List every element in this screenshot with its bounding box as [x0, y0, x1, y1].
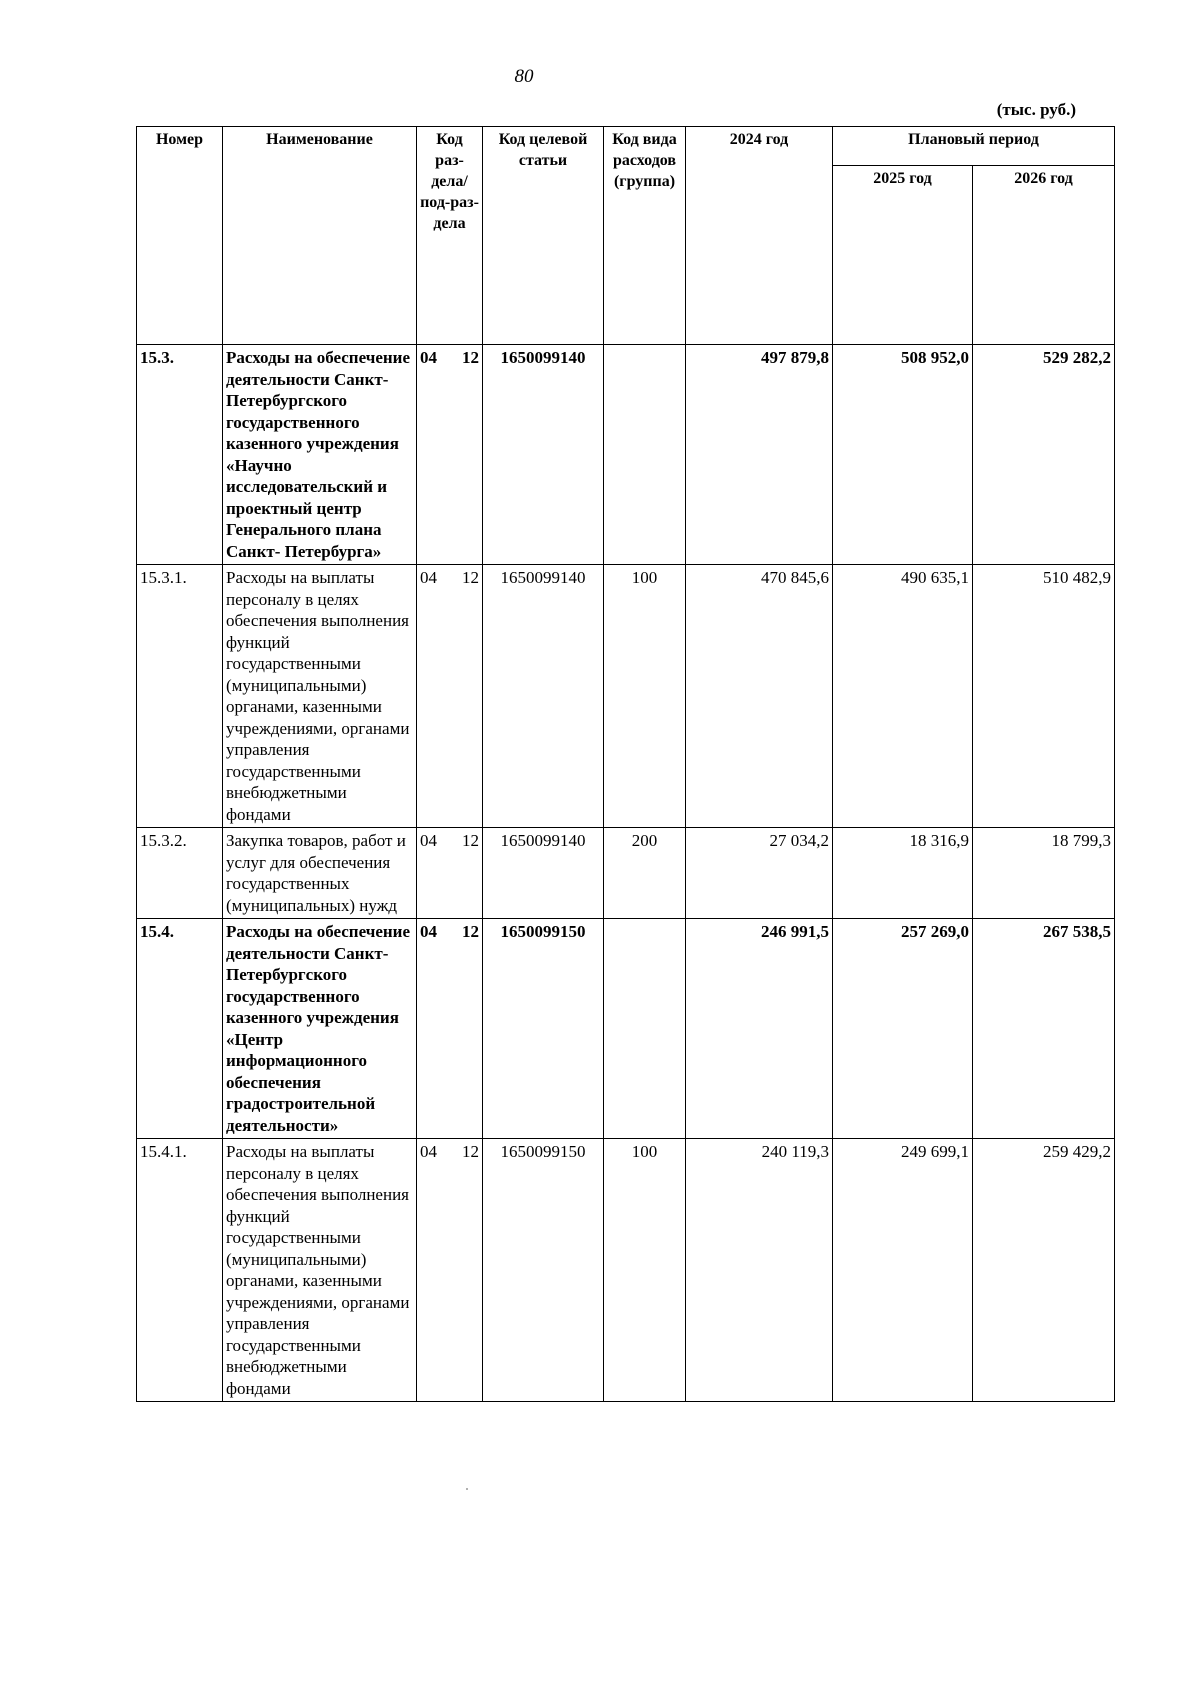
row-section: 04 [420, 922, 437, 941]
row-name: Расходы на обеспечение деятельности Санкт-Петербургского государственного казенного учреждения «Научно исследовательский и проектный центр Генерального плана Санкт- Петербурга» [223, 345, 417, 565]
header-number: Номер [137, 127, 223, 345]
row-number: 15.4.1. [137, 1139, 223, 1402]
header-section-text: Код раз-дела/ под-раз-дела [420, 131, 479, 232]
row-value-2024: 246 991,5 [686, 919, 833, 1139]
row-value-2025: 508 952,0 [833, 345, 973, 565]
table-row [137, 345, 1115, 565]
row-section-code [417, 345, 483, 565]
header-target: Код целевой статьи [483, 127, 604, 345]
row-name: Закупка товаров, работ и услуг для обеспечения государственных (муниципальных) нужд [223, 828, 417, 919]
row-value-2025: 257 269,0 [833, 919, 973, 1139]
row-expense-type: 100 [604, 565, 686, 828]
header-2024: 2024 год [686, 127, 833, 345]
header-section [417, 127, 483, 345]
row-name: Расходы на выплаты персоналу в целях обеспечения выполнения функций государственными (муниципальными) органами, казенными учреждениями, органами управления государственными внебюджетными фондами [223, 565, 417, 828]
row-subsection: 12 [462, 922, 479, 941]
row-section-code [417, 828, 483, 919]
row-section-code [417, 1139, 483, 1402]
scan-speck [466, 1488, 468, 1490]
row-target-code: 1650099150 [483, 1139, 604, 1402]
units-label: (тыс. руб.) [996, 100, 1076, 119]
row-number: 15.3.2. [137, 828, 223, 919]
row-value-2026: 18 799,3 [973, 828, 1115, 919]
row-value-2024: 470 845,6 [686, 565, 833, 828]
row-value-2025: 490 635,1 [833, 565, 973, 828]
page-number: 80 [514, 66, 534, 87]
row-section: 04 [420, 348, 437, 367]
row-section: 04 [420, 568, 437, 587]
header-2026: 2026 год [973, 166, 1115, 345]
row-value-2024: 240 119,3 [686, 1139, 833, 1402]
row-section: 04 [420, 1142, 437, 1161]
row-subsection: 12 [462, 568, 479, 587]
table-header [137, 127, 1115, 345]
table-row [137, 828, 1115, 919]
table-row [137, 1139, 1115, 1402]
row-number: 15.4. [137, 919, 223, 1139]
row-expense-type: 200 [604, 828, 686, 919]
row-section: 04 [420, 831, 437, 850]
row-name: Расходы на выплаты персоналу в целях обеспечения выполнения функций государственными (муниципальными) органами, казенными учреждениями, органами управления государственными внебюджетными фондами [223, 1139, 417, 1402]
row-number: 15.3. [137, 345, 223, 565]
budget-table [136, 126, 1115, 1402]
row-value-2026: 510 482,9 [973, 565, 1115, 828]
row-subsection: 12 [462, 1142, 479, 1161]
row-target-code: 1650099140 [483, 828, 604, 919]
row-target-code: 1650099140 [483, 565, 604, 828]
row-value-2026: 529 282,2 [973, 345, 1115, 565]
header-expense-type: Код вида расходов (группа) [604, 127, 686, 345]
row-value-2025: 18 316,9 [833, 828, 973, 919]
row-value-2024: 497 879,8 [686, 345, 833, 565]
row-subsection: 12 [462, 348, 479, 367]
table-row [137, 565, 1115, 828]
row-target-code: 1650099140 [483, 345, 604, 565]
row-target-code: 1650099150 [483, 919, 604, 1139]
row-name: Расходы на обеспечение деятельности Санкт-Петербургского государственного казенного учреждения «Центр информационного обеспечения градостроительной деятельности» [223, 919, 417, 1139]
row-section-code [417, 919, 483, 1139]
row-expense-type [604, 345, 686, 565]
row-subsection: 12 [462, 831, 479, 850]
row-section-code [417, 565, 483, 828]
row-expense-type [604, 919, 686, 1139]
row-expense-type: 100 [604, 1139, 686, 1402]
row-value-2025: 249 699,1 [833, 1139, 973, 1402]
header-2025: 2025 год [833, 166, 973, 345]
header-planning-period: Плановый период [833, 127, 1115, 166]
header-name: Наименование [223, 127, 417, 345]
row-value-2026: 259 429,2 [973, 1139, 1115, 1402]
table-row [137, 919, 1115, 1139]
row-value-2024: 27 034,2 [686, 828, 833, 919]
table-body [137, 345, 1115, 1402]
row-value-2026: 267 538,5 [973, 919, 1115, 1139]
row-number: 15.3.1. [137, 565, 223, 828]
